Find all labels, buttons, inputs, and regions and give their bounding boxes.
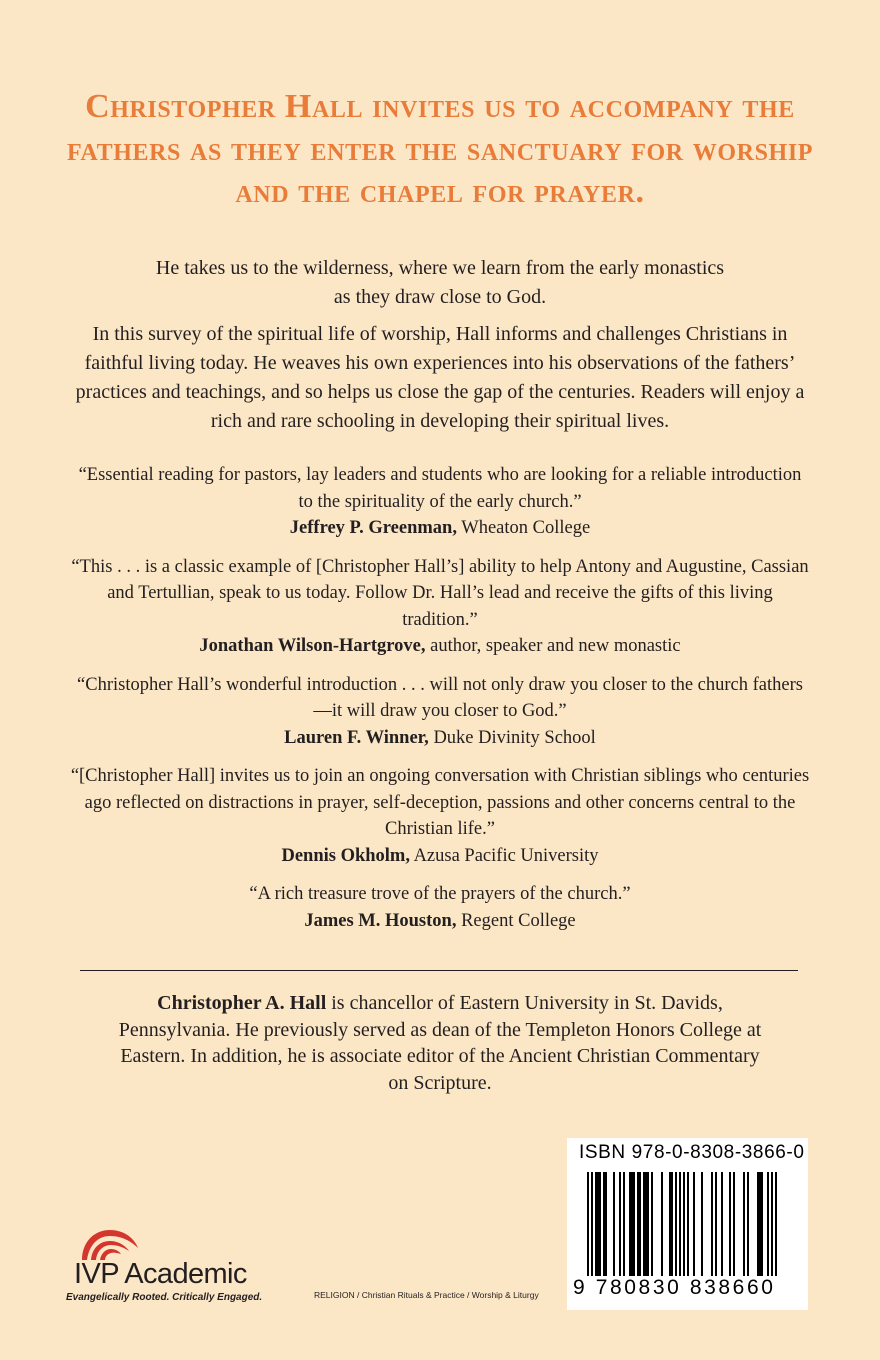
intro-text: He takes us to the wilderness, where we learn from the early monastics as they draw close to God.: [155, 257, 725, 308]
barcode-bar: [759, 1172, 761, 1276]
barcode-bar: [775, 1172, 777, 1276]
barcode-bar: [711, 1172, 713, 1276]
barcode-bar: [767, 1172, 769, 1276]
barcode-number: 9 780830 838660: [573, 1276, 776, 1299]
endorsement-quote: “This . . . is a classic example of [Christopher Hall’s] ability to help Antony and Augustine, Cassian and Tertullian, speak to us today. Follow Dr. Hall’s lead and receive the gifts of this living tradition.”: [71, 556, 809, 630]
endorsements: [70, 462, 810, 946]
author-bio-text: is chancellor of Eastern University in St. Davids, Pennsylvania. He previously served as dean of the Templeton Honors College at Eastern. In addition, he is associate editor of the Ancient Christian Commentary on Scripture.: [118, 992, 762, 1094]
barcode-panel: [567, 1138, 808, 1310]
endorsement: [70, 763, 810, 869]
endorsement-attribution: [70, 725, 810, 752]
endorsement-quote: “[Christopher Hall] invites us to join an ongoing conversation with Christian siblings who centuries ago reflected on distractions in prayer, self-deception, passions and other concerns central to the Christian life.”: [70, 766, 810, 839]
endorser-name: James M. Houston,: [304, 910, 457, 931]
publisher-name: IVP Academic: [74, 1258, 247, 1290]
barcode-bar: [587, 1172, 589, 1276]
endorsement-attribution: [70, 633, 810, 660]
barcode: [587, 1172, 787, 1284]
barcode-bar: [599, 1172, 601, 1276]
barcode-bar: [633, 1172, 635, 1276]
barcode-bar: [643, 1172, 645, 1276]
barcode-bar: [629, 1172, 631, 1276]
endorsement-quote: “Christopher Hall’s wonderful introduction . . . will not only draw you closer to the church fathers—it will draw you closer to God.”: [77, 674, 803, 721]
endorsement-quote: “Essential reading for pastors, lay leaders and students who are looking for a reliable introduction to the spirituality of the early church.”: [78, 465, 802, 512]
barcode-bar: [647, 1172, 649, 1276]
barcode-bar: [669, 1172, 671, 1276]
description-text: In this survey of the spiritual life of worship, Hall informs and challenges Christians in faithful living today. He weaves his own experiences into his observations of the fathers’ practices and teachings, and so helps us close the gap of the centuries. Readers will enjoy a rich and rare schooling in developing their spiritual lives.: [75, 323, 805, 432]
barcode-bar: [675, 1172, 677, 1276]
isbn-label: ISBN 978-0-8308-3866-0: [579, 1142, 805, 1163]
barcode-bar: [771, 1172, 773, 1276]
barcode-bar: [603, 1172, 605, 1276]
barcode-bar: [687, 1172, 689, 1276]
barcode-bar: [701, 1172, 703, 1276]
barcode-bar: [683, 1172, 685, 1276]
barcode-bar: [747, 1172, 749, 1276]
barcode-bar: [757, 1172, 759, 1276]
author-bio: [110, 990, 770, 1096]
endorser-affiliation: Duke Divinity School: [428, 727, 596, 748]
barcode-bar: [605, 1172, 607, 1276]
publisher-flame-icon: [78, 1226, 140, 1262]
publisher-tagline: Evangelically Rooted. Critically Engaged.: [66, 1292, 263, 1303]
barcode-bar: [715, 1172, 717, 1276]
publisher-logo: [62, 1226, 292, 1306]
endorser-affiliation: Regent College: [456, 910, 576, 931]
barcode-bar: [671, 1172, 673, 1276]
barcode-bar: [645, 1172, 647, 1276]
endorser-affiliation: Wheaton College: [456, 518, 591, 538]
barcode-bar: [661, 1172, 663, 1276]
endorsement-attribution: [70, 843, 810, 870]
endorser-affiliation: author, speaker and new monastic: [425, 636, 681, 656]
barcode-bar: [637, 1172, 639, 1276]
divider: [80, 970, 798, 971]
endorsement: [70, 672, 810, 752]
barcode-bar: [721, 1172, 723, 1276]
endorser-name: Jonathan Wilson-Hartgrove,: [199, 636, 426, 656]
barcode-bar: [761, 1172, 763, 1276]
barcode-bar: [733, 1172, 735, 1276]
endorsement: [70, 554, 810, 660]
endorser-name: Dennis Okholm,: [281, 845, 410, 866]
barcode-bar: [639, 1172, 641, 1276]
barcode-bar: [595, 1172, 597, 1276]
endorsement-attribution: [70, 908, 810, 935]
barcode-bar: [631, 1172, 633, 1276]
barcode-bar: [743, 1172, 745, 1276]
endorser-name: Lauren F. Winner,: [284, 727, 429, 748]
barcode-bar: [597, 1172, 599, 1276]
author-name: Christopher A. Hall: [157, 992, 327, 1014]
endorsement: [70, 462, 810, 542]
barcode-bar: [679, 1172, 681, 1276]
barcode-bar: [591, 1172, 593, 1276]
category-line: RELIGION / Christian Rituals & Practice / Worship & Liturgy: [314, 1290, 539, 1300]
endorsement: [70, 881, 810, 934]
barcode-bar: [693, 1172, 695, 1276]
headline: Christopher Hall invites us to accompany the fathers as they enter the sanctuary for worship and the chapel for prayer.: [66, 88, 814, 210]
barcode-bar: [651, 1172, 653, 1276]
barcode-bar: [619, 1172, 621, 1276]
endorsement-attribution: [70, 515, 810, 542]
endorsement-quote: “A rich treasure trove of the prayers of the church.”: [249, 884, 631, 904]
barcode-bar: [729, 1172, 731, 1276]
endorser-name: Jeffrey P. Greenman,: [289, 518, 457, 538]
barcode-bar: [613, 1172, 615, 1276]
barcode-bar: [623, 1172, 625, 1276]
endorser-affiliation: Azusa Pacific University: [409, 845, 599, 866]
